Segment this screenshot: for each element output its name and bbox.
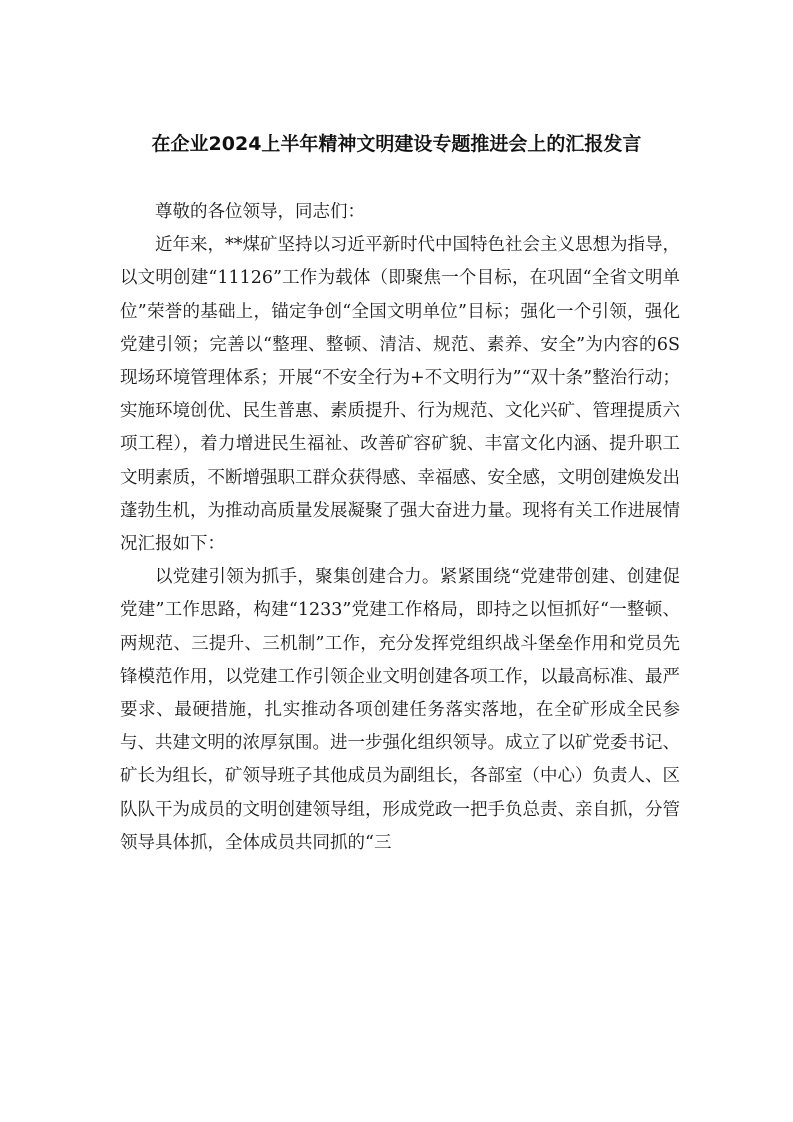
salutation-paragraph: 尊敬的各位领导，同志们： — [155, 202, 365, 222]
document-body — [120, 196, 680, 860]
intro-paragraph: 近年来，**煤矿坚持以习近平新时代中国特色社会主义思想为指导，以文明创建“11126”工作为载体（即聚焦一个目标，在巩固“全省文明单位”荣誉的基础上，锚定争创“全国文明单位”目标；强化一个引领，强化党建引领；完善以“整理、整顿、清洁、规范、素养、安全”为内容的6S现场环境管理体系；开展“不安全行为+不文明行为”“双十条”整治行动；实施环境创优、民生普惠、素质提升、行为规范、文化兴矿、管理提质六项工程），着力增进民生福祉、改善矿容矿貌、丰富文化内涵、提升职工文明素质，不断增强职工群众获得感、幸福感、安全感，文明创建焕发出蓬勃生机，为推动高质量发展凝聚了强大奋进力量。现将有关工作进展情况汇报如下： — [120, 235, 680, 555]
party-building-paragraph: 以党建引领为抓手，聚集创建合力。紧紧围绕“党建带创建、创建促党建”工作思路，构建“1233”党建工作格局，即持之以恒抓好“一整顿、两规范、三提升、三机制”工作，充分发挥党组织战斗堡垒作用和党员先锋模范作用，以党建工作引领企业文明创建各项工作，以最高标准、最严要求、最硬措施，扎实推动各项创建任务落实落地，在全矿形成全民参与、共建文明的浓厚氛围。进一步强化组织领导。成立了以矿党委书记、矿长为组长，矿领导班子其他成员为副组长，各部室（中心）负责人、区队队干为成员的文明创建领导组，形成党政一把手负总责、亲自抓，分管领导具体抓，全体成员共同抓的“三 — [120, 567, 680, 853]
document-title: 在企业2024上半年精神文明建设专题推进会上的汇报发言 — [151, 133, 642, 155]
